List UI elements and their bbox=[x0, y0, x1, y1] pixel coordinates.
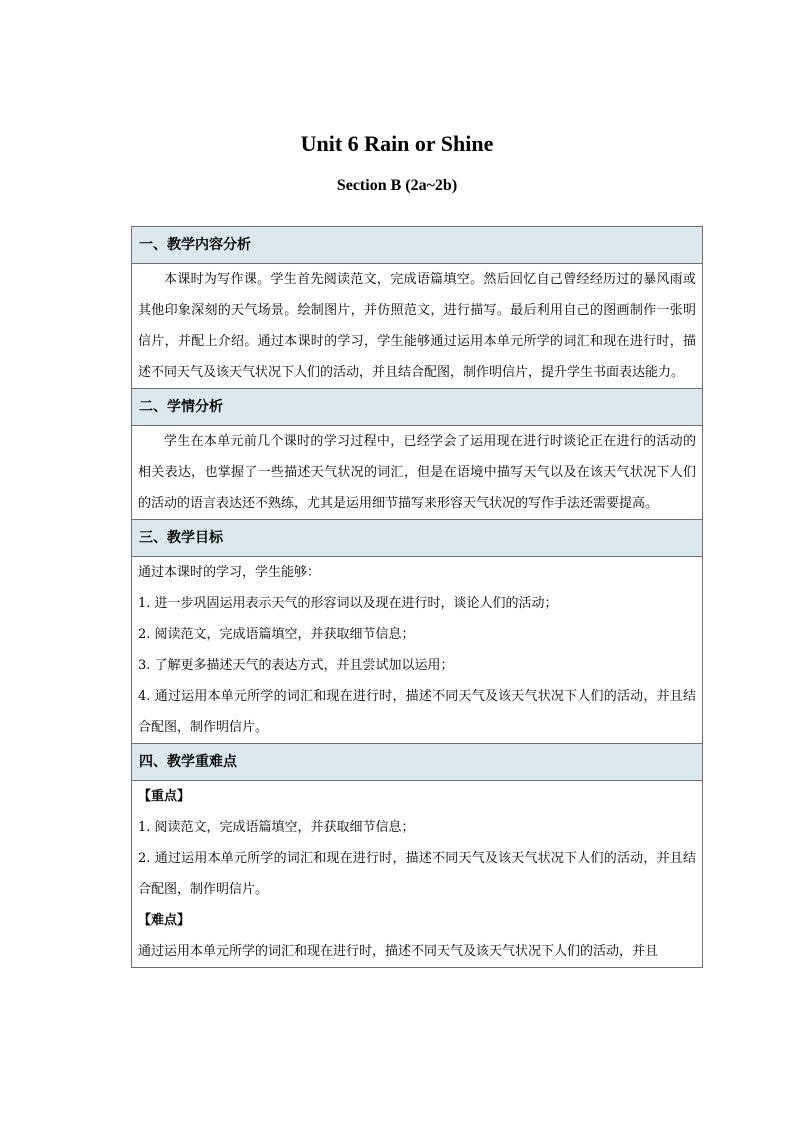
section-heading-student-analysis: 二、学情分析 bbox=[132, 389, 702, 426]
student-analysis-paragraph: 学生在本单元前几个课时的学习过程中，已经学会了运用现在进行时谈论正在进行的活动的相关表达，也掌握了一些描述天气状况的词汇，但是在语境中描写天气以及在该天气状况下人们的活动的语言表达还不熟练，尤其是运用细节描写来形容天气状况的写作手法还需要提高。 bbox=[138, 434, 696, 511]
document-title: Unit 6 Rain or Shine bbox=[300, 131, 494, 156]
key-point-item: 1. 阅读范文，完成语篇填空，并获取细节信息； bbox=[138, 820, 415, 835]
section-body-key-difficult bbox=[132, 781, 702, 968]
key-point-item: 2. 通过运用本单元所学的词汇和现在进行时，描述不同天气及该天气状况下人们的活动，并且结合配图，制作明信片。 bbox=[138, 851, 696, 897]
objective-item: 2. 阅读范文，完成语篇填空，并获取细节信息； bbox=[138, 627, 415, 642]
section-heading-content-analysis: 一、教学内容分析 bbox=[132, 227, 702, 264]
content-analysis-paragraph: 本课时为写作课。学生首先阅读范文，完成语篇填空。然后回忆自己曾经经历过的暴风雨或其他印象深刻的天气场景。绘制图片，并仿照范文，进行描写。最后利用自己的图画制作一张明信片，并配上介绍。通过本课时的学习，学生能够通过运用本单元所学的词汇和现在进行时，描述不同天气及该天气状况下人们的活动，并且结合配图，制作明信片，提升学生书面表达能力。 bbox=[138, 272, 696, 380]
lesson-plan-table bbox=[131, 226, 703, 968]
section-body-objectives bbox=[132, 557, 702, 744]
objective-item: 4. 通过运用本单元所学的词汇和现在进行时，描述不同天气及该天气状况下人们的活动，并且结合配图，制作明信片。 bbox=[138, 689, 696, 735]
key-points-label: 【重点】 bbox=[138, 789, 191, 804]
section-heading-objectives: 三、教学目标 bbox=[132, 520, 702, 557]
section-heading-key-difficult: 四、教学重难点 bbox=[132, 744, 702, 781]
section-body-content-analysis bbox=[132, 264, 702, 389]
objectives-intro: 通过本课时的学习，学生能够： bbox=[138, 565, 321, 580]
difficult-point-text: 通过运用本单元所学的词汇和现在进行时，描述不同天气及该天气状况下人们的活动，并且 bbox=[138, 944, 659, 959]
difficult-points-label: 【难点】 bbox=[138, 913, 191, 928]
section-body-student-analysis bbox=[132, 426, 702, 520]
objective-item: 1. 进一步巩固运用表示天气的形容词以及现在进行时，谈论人们的活动； bbox=[138, 596, 558, 611]
objective-item: 3. 了解更多描述天气的表达方式，并且尝试加以运用； bbox=[138, 658, 454, 673]
document-subtitle: Section B (2a~2b) bbox=[336, 177, 458, 194]
